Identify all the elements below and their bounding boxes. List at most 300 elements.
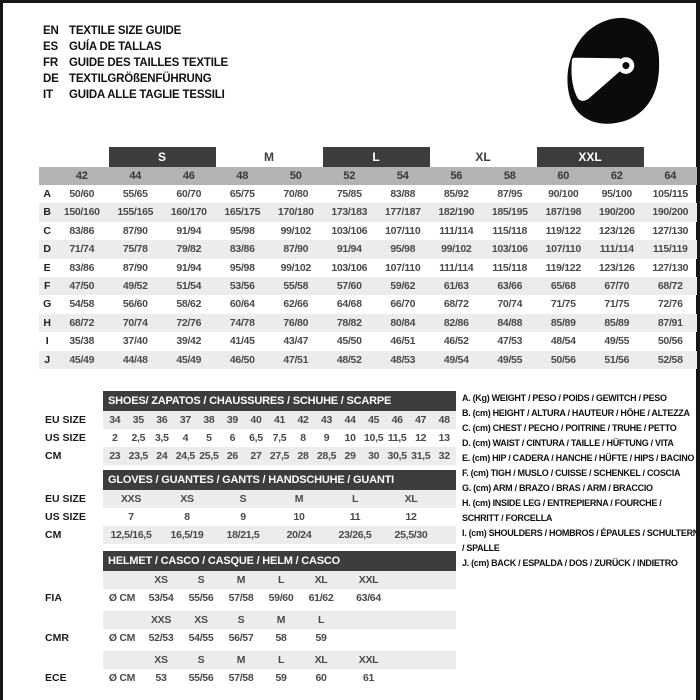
value-cell: 56/60: [122, 298, 148, 311]
value-cell: 41/45: [229, 335, 255, 348]
value-cell: 59/60: [268, 592, 294, 604]
row-label: US SIZE: [45, 511, 86, 523]
value-cell: 23: [109, 450, 121, 462]
racing-helmet-icon: [559, 13, 667, 132]
value-cell: 105/115: [652, 188, 688, 200]
helmet-size-row: [103, 571, 456, 589]
language-row: [43, 71, 228, 87]
value-cell: 45: [368, 414, 380, 426]
size-number-cell: 42: [75, 170, 88, 182]
value-cell: 47/51: [283, 353, 309, 366]
value-cell: 43/47: [283, 335, 309, 348]
value-cell: 23,5: [128, 450, 148, 462]
value-cell: 48/53: [390, 353, 416, 366]
value-cell: 43: [321, 414, 333, 426]
value-cell: 115/118: [492, 261, 528, 274]
value-cell: 57/58: [228, 592, 254, 604]
row-label: EU SIZE: [45, 414, 86, 426]
section-title-bar: HELMET / CASCO / CASQUE / HELM / CASCO: [103, 551, 456, 571]
value-cell: 115/119: [652, 243, 688, 256]
value-cell: 70/74: [497, 298, 523, 311]
value-cell: 85/89: [550, 316, 576, 329]
language-title: GUIDA ALLE TAGLIE TESSILI: [69, 89, 225, 101]
row-label: CM: [45, 529, 62, 541]
language-code: IT: [43, 89, 53, 101]
value-cell: 30: [368, 450, 380, 462]
value-cell: XXS: [120, 493, 142, 505]
value-cell: 79/82: [176, 243, 202, 256]
value-cell: 16,5/19: [170, 529, 204, 541]
value-cell: 103/106: [491, 243, 528, 256]
section-row: [103, 411, 456, 429]
value-cell: 165/175: [224, 206, 261, 219]
spacer-cell: [38, 651, 103, 669]
size-label-cell: XL: [314, 654, 328, 666]
size-number-cell: 64: [664, 170, 677, 182]
size-label-cell: XL: [314, 574, 328, 586]
size-label-cell: M: [276, 614, 286, 626]
measurement-row: [39, 295, 697, 313]
size-label-cell: XXS: [150, 614, 172, 626]
value-cell: 49/55: [604, 335, 630, 348]
size-label-cell: [341, 611, 396, 629]
value-cell: 2,5: [131, 432, 146, 444]
value-cell: 85/89: [604, 316, 630, 329]
value-cell: 76/80: [283, 316, 309, 329]
value-cell: 95/100: [601, 188, 632, 200]
legend-item: E. (cm) HIP / CADERA / HANCHE / HÜFTE / HIPS / BACINO: [462, 453, 695, 463]
spacer-cell: [38, 611, 103, 629]
value-cell: 46: [391, 414, 403, 426]
value-cell: 44/48: [122, 353, 148, 366]
frame-border-top: [0, 0, 700, 3]
value-cell: 20/24: [286, 529, 312, 541]
value-cell: 95/98: [390, 243, 416, 256]
value-cell: 67/70: [604, 279, 630, 292]
helmet-size-row: [103, 611, 456, 629]
row-letter: I: [45, 335, 49, 348]
spacer-cell: [38, 391, 103, 409]
value-cell: 91/94: [176, 224, 202, 237]
language-title: TEXTILGRÖßENFÜHRUNG: [69, 73, 212, 85]
value-cell: 103/106: [331, 261, 368, 274]
section-row: [103, 490, 456, 508]
value-cell: 8: [184, 511, 190, 523]
value-cell: 111/114: [599, 243, 634, 256]
value-cell: 119/122: [545, 261, 581, 274]
measurement-row: [39, 351, 697, 369]
language-title: GUÍA DE TALLAS: [69, 41, 162, 53]
value-cell: 11,5: [387, 432, 407, 444]
size-label-cell: M: [236, 654, 246, 666]
value-cell: 127/130: [652, 261, 689, 274]
value-cell: 55/56: [188, 592, 214, 604]
value-cell: 123/126: [598, 224, 635, 237]
value-cell: 55/65: [122, 188, 148, 200]
value-cell: 27: [250, 450, 262, 462]
value-cell: 111/114: [439, 261, 474, 274]
value-cell: 49/55: [497, 353, 523, 366]
row-letter: B: [43, 206, 51, 219]
spacer-cell: [38, 571, 103, 589]
row-label: FIA: [45, 592, 62, 604]
value-cell: 87/90: [283, 243, 309, 256]
value-cell: 84/88: [497, 316, 523, 329]
value-cell: 10: [344, 432, 356, 444]
row-label: US SIZE: [45, 432, 86, 444]
language-code: DE: [43, 73, 59, 85]
size-label-cell: XXL: [358, 574, 379, 586]
value-cell: 47/53: [497, 335, 523, 348]
value-cell: 49/54: [443, 353, 469, 366]
size-number-cell: 46: [182, 170, 195, 182]
size-label-cell: L: [317, 614, 325, 626]
value-cell: 24: [156, 450, 168, 462]
value-cell: 54/55: [188, 632, 214, 644]
value-cell: 25,5/30: [394, 529, 428, 541]
value-cell: 38: [203, 414, 215, 426]
value-cell: 107/110: [385, 224, 421, 237]
value-cell: 18/21,5: [226, 529, 260, 541]
row-letter: F: [43, 279, 51, 292]
language-row: [43, 87, 228, 103]
value-cell: 71/75: [550, 298, 576, 311]
size-number-cell: 50: [289, 170, 302, 182]
measurement-row: [39, 203, 697, 221]
measurement-row: [39, 185, 697, 203]
value-cell: 47/50: [69, 279, 95, 292]
value-cell: 7,5: [272, 432, 287, 444]
section-row: [103, 447, 456, 465]
value-cell: 50/56: [657, 335, 683, 348]
gloves-size-section: [38, 470, 456, 544]
row-label: CM: [45, 450, 62, 462]
row-letter: C: [43, 224, 51, 237]
value-cell: 46/52: [443, 335, 469, 348]
value-cell: 83/86: [229, 243, 255, 256]
value-cell: 71/75: [604, 298, 630, 311]
value-cell: 10: [293, 511, 305, 523]
spacer-cell: [103, 571, 141, 589]
section-row: [103, 508, 456, 526]
value-cell: 23/26,5: [338, 529, 372, 541]
value-cell: 64/68: [336, 298, 362, 311]
value-cell: 60/70: [176, 188, 202, 200]
value-cell: 119/122: [545, 224, 581, 237]
value-cell: 50/56: [550, 353, 576, 366]
value-cell: 173/183: [331, 206, 368, 219]
value-cell: 56/57: [228, 632, 254, 644]
value-cell: 170/180: [277, 206, 314, 219]
value-cell: 61/63: [443, 279, 469, 292]
value-cell: 6,5: [249, 432, 263, 444]
value-cell: 35: [132, 414, 144, 426]
helmet-value-row: [103, 629, 456, 647]
value-cell: 53/54: [148, 592, 174, 604]
value-cell: 63/64: [356, 592, 381, 604]
row-label: ECE: [45, 672, 67, 684]
size-number-cell: 56: [450, 170, 463, 182]
value-cell: 51/54: [176, 279, 202, 292]
value-cell: 66/70: [390, 298, 416, 311]
value-cell: 31,5: [411, 450, 431, 462]
helmet-size-row: [103, 651, 456, 669]
value-cell: 115/118: [492, 224, 528, 237]
value-cell: 70/80: [283, 188, 309, 200]
value-cell: 59: [315, 632, 327, 644]
legend-item: D. (cm) WAIST / CINTURA / TAILLE / HÜFTUNG / VITA: [462, 438, 674, 448]
value-cell: 53/56: [229, 279, 255, 292]
row-letter: H: [43, 316, 51, 329]
value-cell: 28,5: [316, 450, 337, 462]
spacer-cell: [103, 651, 141, 669]
value-cell: 29: [344, 450, 356, 462]
value-cell: 45/49: [176, 353, 202, 366]
value-cell: 187/198: [545, 206, 582, 219]
spacer-cell: [38, 551, 103, 569]
value-cell: 80/84: [390, 316, 416, 329]
value-cell: 6: [229, 432, 236, 444]
value-cell: 70/74: [122, 316, 148, 329]
value-cell: 61: [362, 672, 375, 684]
value-cell: 50/60: [69, 188, 95, 200]
value-cell: 54/58: [69, 298, 95, 311]
legend-item: A. (Kg) WEIGHT / PESO / POIDS / GEWITCH / PESO: [462, 393, 667, 403]
value-cell: 44: [344, 414, 356, 426]
value-cell: 111/114: [439, 224, 474, 237]
value-cell: 48/54: [550, 335, 576, 348]
size-number-cell: 48: [236, 170, 249, 182]
value-cell: 3,5: [154, 432, 169, 444]
value-cell: 150/160: [63, 206, 100, 219]
size-number-cell: 58: [503, 170, 516, 182]
value-cell: 57/60: [336, 279, 362, 292]
value-cell: 90/100: [548, 188, 579, 200]
value-cell: 87/90: [122, 224, 148, 237]
value-cell: 45/50: [336, 335, 362, 348]
size-letter-header: S: [109, 147, 216, 167]
value-cell: 11: [349, 511, 361, 523]
value-cell: 10,5: [364, 432, 384, 444]
row-letter: D: [43, 243, 51, 256]
legend-item: J. (cm) BACK / ESPALDA / DOS / ZURÜCK / INDIETRO: [462, 558, 678, 568]
value-cell: 55/56: [188, 672, 214, 684]
value-cell: 87/91: [657, 316, 683, 329]
value-cell: 62/66: [283, 298, 309, 311]
value-cell: 68/72: [69, 316, 95, 329]
value-cell: 30,5: [387, 450, 407, 462]
value-cell: 42: [297, 414, 309, 426]
size-letter-header: XXL: [537, 147, 644, 167]
value-cell: 87/90: [122, 261, 148, 274]
diameter-cm-label: Ø CM: [108, 672, 136, 684]
language-code: EN: [43, 25, 59, 37]
value-cell: 74/78: [229, 316, 255, 329]
value-cell: 57/58: [228, 672, 254, 684]
size-letter-header-row: [39, 147, 697, 167]
value-cell: 35/38: [69, 335, 95, 348]
value-cell: 95/98: [229, 261, 255, 274]
value-cell: 60: [315, 672, 327, 684]
value-cell: 46/50: [229, 353, 255, 366]
language-row: [43, 23, 228, 39]
size-label-cell: S: [237, 614, 245, 626]
helmet-value-row: [103, 589, 456, 607]
diameter-cm-label: Ø CM: [108, 632, 136, 644]
value-cell: 12: [405, 511, 417, 523]
size-letter-header: XL: [475, 150, 491, 164]
size-letter-header: M: [264, 150, 274, 164]
value-cell: 177/187: [384, 206, 421, 219]
value-cell: 72/76: [657, 298, 683, 311]
value-cell: 83/88: [390, 188, 416, 200]
spacer-cell: [103, 611, 141, 629]
section-title-bar: GLOVES / GUANTES / GANTS / HANDSCHUHE / GUANTI: [103, 470, 456, 490]
value-cell: 63/66: [497, 279, 523, 292]
value-cell: 26: [226, 450, 238, 462]
measurement-row: [39, 277, 697, 295]
value-cell: 39/42: [176, 335, 202, 348]
section-row: [103, 526, 456, 544]
value-cell: 55/58: [283, 279, 309, 292]
size-label-cell: L: [277, 654, 285, 666]
value-cell: 48/52: [336, 353, 362, 366]
size-number-cell: 52: [343, 170, 356, 182]
helmet-size-section: [38, 551, 456, 687]
row-label: CMR: [45, 632, 69, 644]
measurement-row: [39, 314, 697, 332]
size-number-cell: 54: [396, 170, 409, 182]
value-cell: 65/75: [229, 188, 255, 200]
value-cell: 7: [128, 511, 134, 523]
value-cell: 59: [275, 672, 287, 684]
value-cell: 12: [415, 432, 427, 444]
value-cell: 58: [275, 632, 287, 644]
value-cell: 51/56: [604, 353, 630, 366]
value-cell: XL: [404, 493, 418, 505]
value-cell: M: [294, 493, 304, 505]
value-cell: 95/98: [229, 224, 255, 237]
value-cell: 82/86: [443, 316, 469, 329]
value-cell: 45/49: [69, 353, 95, 366]
size-letter-header: [39, 147, 109, 167]
size-label-cell: S: [197, 654, 205, 666]
value-cell: 12,5/16,5: [110, 529, 152, 541]
size-label-cell: XS: [154, 654, 168, 666]
value-cell: 160/170: [170, 206, 207, 219]
frame-border-left: [0, 0, 3, 700]
value-cell: 9: [323, 432, 330, 444]
value-cell: 40: [250, 414, 262, 426]
value-cell: 99/102: [441, 243, 472, 256]
value-cell: 155/165: [117, 206, 154, 219]
value-cell: [341, 629, 396, 647]
value-cell: 46/51: [390, 335, 416, 348]
value-cell: 185/195: [491, 206, 528, 219]
value-cell: 87/95: [497, 188, 523, 200]
value-cell: 83/86: [69, 224, 95, 237]
value-cell: 107/110: [385, 261, 421, 274]
value-cell: 25,5: [199, 450, 219, 462]
language-row: [43, 55, 228, 71]
shoes-size-section: [38, 391, 456, 465]
row-letter: A: [43, 188, 51, 200]
value-cell: 13: [438, 432, 450, 444]
value-cell: 72/76: [176, 316, 202, 329]
section-title-bar: SHOES/ ZAPATOS / CHAUSSURES / SCHUHE / SCARPE: [103, 391, 456, 411]
corner-cell: [39, 167, 55, 185]
value-cell: 75/85: [336, 188, 362, 200]
value-cell: L: [351, 493, 359, 505]
legend-item: H. (cm) INSIDE LEG / ENTREPIERNA / FOURCHE / SCHRITT / FORCELLA: [462, 498, 662, 523]
value-cell: 60/64: [229, 298, 255, 311]
legend-item: B. (cm) HEIGHT / ALTURA / HAUTEUR / HÖHE / ALTEZZA: [462, 408, 690, 418]
size-label-cell: XS: [154, 574, 168, 586]
value-cell: 8: [300, 432, 306, 444]
value-cell: 78/82: [336, 316, 362, 329]
value-cell: 27,5: [269, 450, 290, 462]
size-label-cell: L: [277, 574, 285, 586]
value-cell: 61/62: [308, 592, 334, 604]
row-letter: G: [43, 298, 51, 311]
value-cell: 34: [109, 414, 121, 426]
value-cell: 39: [226, 414, 238, 426]
size-letter-header: [644, 147, 698, 167]
value-cell: 68/72: [443, 298, 469, 311]
textile-size-table: [39, 147, 697, 369]
value-cell: 28: [297, 450, 309, 462]
value-cell: 68/72: [657, 279, 683, 292]
size-letter-header: L: [323, 147, 430, 167]
measurement-row: [39, 240, 697, 258]
value-cell: 58/62: [176, 298, 202, 311]
value-cell: 41: [273, 414, 286, 426]
value-cell: 37: [179, 414, 191, 426]
value-cell: 99/102: [280, 261, 311, 274]
row-label: EU SIZE: [45, 493, 86, 505]
size-label-cell: S: [197, 574, 205, 586]
value-cell: 190/200: [598, 206, 635, 219]
value-cell: 123/126: [598, 261, 635, 274]
value-cell: 85/92: [443, 188, 469, 200]
value-cell: 5: [206, 432, 212, 444]
value-cell: 36: [156, 414, 168, 426]
legend-item: I. (cm) SHOULDERS / HOMBROS / ÉPAULES / SCHULTERN / SPALLE: [462, 528, 699, 553]
value-cell: 52/58: [657, 353, 683, 366]
row-letter: E: [43, 261, 51, 274]
value-cell: 2: [111, 432, 118, 444]
value-cell: 52/53: [148, 632, 174, 644]
size-number-row: [39, 167, 697, 185]
value-cell: 103/106: [331, 224, 368, 237]
value-cell: 75/78: [122, 243, 148, 256]
size-label-cell: M: [236, 574, 246, 586]
helmet-value-row: [103, 669, 456, 687]
legend-item: G. (cm) ARM / BRAZO / BRAS / ARM / BRACCIO: [462, 483, 653, 493]
row-letter: J: [44, 353, 50, 366]
value-cell: 47: [415, 414, 427, 426]
language-title: GUIDE DES TAILLES TEXTILE: [69, 57, 228, 69]
measurement-legend: [462, 391, 700, 571]
diameter-cm-label: Ø CM: [108, 592, 136, 604]
legend-item: C. (cm) CHEST / PECHO / POITRINE / TRUHE / PETTO: [462, 423, 677, 433]
value-cell: 91/94: [336, 243, 362, 256]
value-cell: 9: [240, 511, 246, 523]
size-label-cell: XS: [194, 614, 208, 626]
value-cell: 99/102: [280, 224, 311, 237]
value-cell: 190/200: [652, 206, 689, 219]
value-cell: 24,5: [175, 450, 195, 462]
